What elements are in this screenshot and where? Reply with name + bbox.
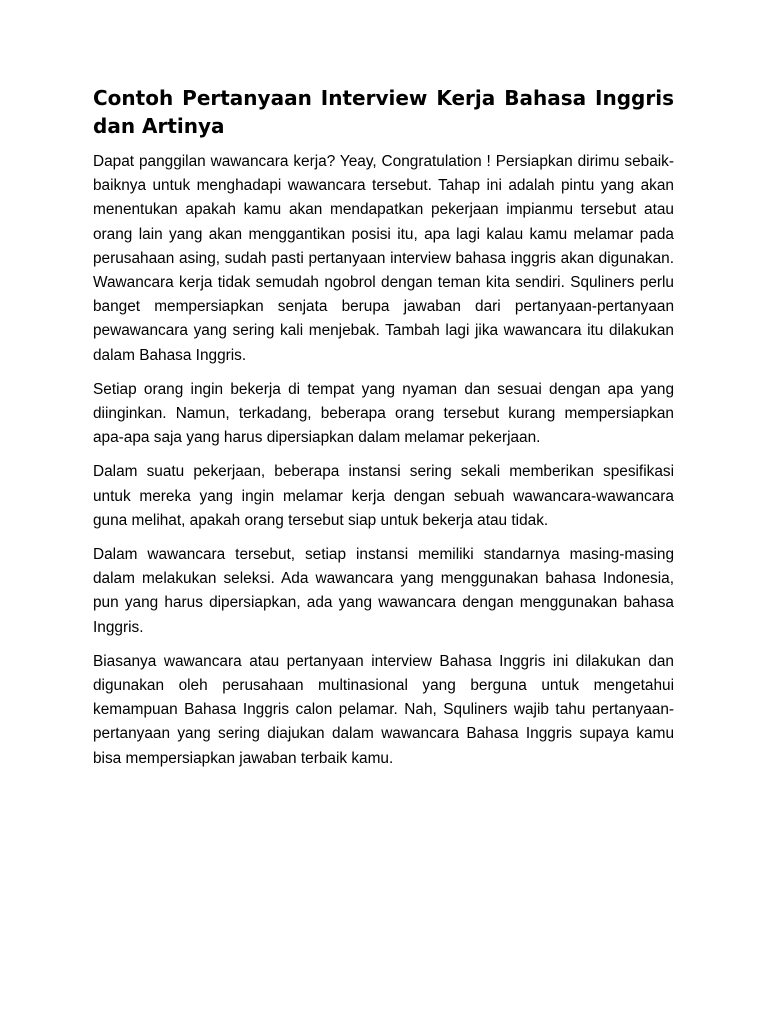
paragraph-3: Dalam suatu pekerjaan, beberapa instansi sering sekali memberikan spesifikasi untuk mereka yang ingin melamar kerja dengan sebuah wawancara-wawancara guna melihat, apakah orang tersebut siap untuk bekerja atau tidak. <box>93 463 674 529</box>
paragraph-1: Dapat panggilan wawancara kerja? Yeay, Congratulation ! Persiapkan dirimu sebaik-baiknya untuk menghadapi wawancara tersebut. Tahap ini adalah pintu yang akan menentukan apakah kamu akan mendapatkan pekerjaan impianmu tersebut atau orang lain yang akan menggantikan posisi itu, apa lagi kalau kamu melamar pada perusahaan asing, sudah pasti pertanyaan interview bahasa inggris akan digunakan. Wawancara kerja tidak semudah ngobrol dengan teman kita sendiri. Squliners perlu banget mempersiapkan senjata berupa jawaban dari pertanyaan-pertanyaan pewawancara yang sering kali menjebak. Tambah lagi jika wawancara itu dilakukan dalam Bahasa Inggris. <box>93 153 674 364</box>
paragraph-2: Setiap orang ingin bekerja di tempat yang nyaman dan sesuai dengan apa yang diinginkan. Namun, terkadang, beberapa orang tersebut kurang mempersiapkan apa-apa saja yang harus dipersiapkan dalam melamar pekerjaan. <box>93 380 674 447</box>
paragraph-5: Biasanya wawancara atau pertanyaan interview Bahasa Inggris ini dilakukan dan digunakan oleh perusahaan multinasional yang berguna untuk mengetahui kemampuan Bahasa Inggris calon pelamar. Nah, Squliners wajib tahu pertanyaan-pertanyaan yang sering diajukan dalam wawancara Bahasa Inggris supaya kamu bisa mempersiapkan jawaban terbaik kamu. <box>93 652 674 767</box>
paragraph-4: Dalam wawancara tersebut, setiap instansi memiliki standarnya masing-masing dalam melakukan seleksi. Ada wawancara yang menggunakan bahasa Indonesia, pun yang harus dipersiapkan, ada yang wawancara dengan menggunakan bahasa Inggris. <box>93 546 674 636</box>
document-title: Contoh Pertanyaan Interview Kerja Bahasa Inggris dan Artinya <box>93 86 674 138</box>
document-page <box>93 84 674 781</box>
